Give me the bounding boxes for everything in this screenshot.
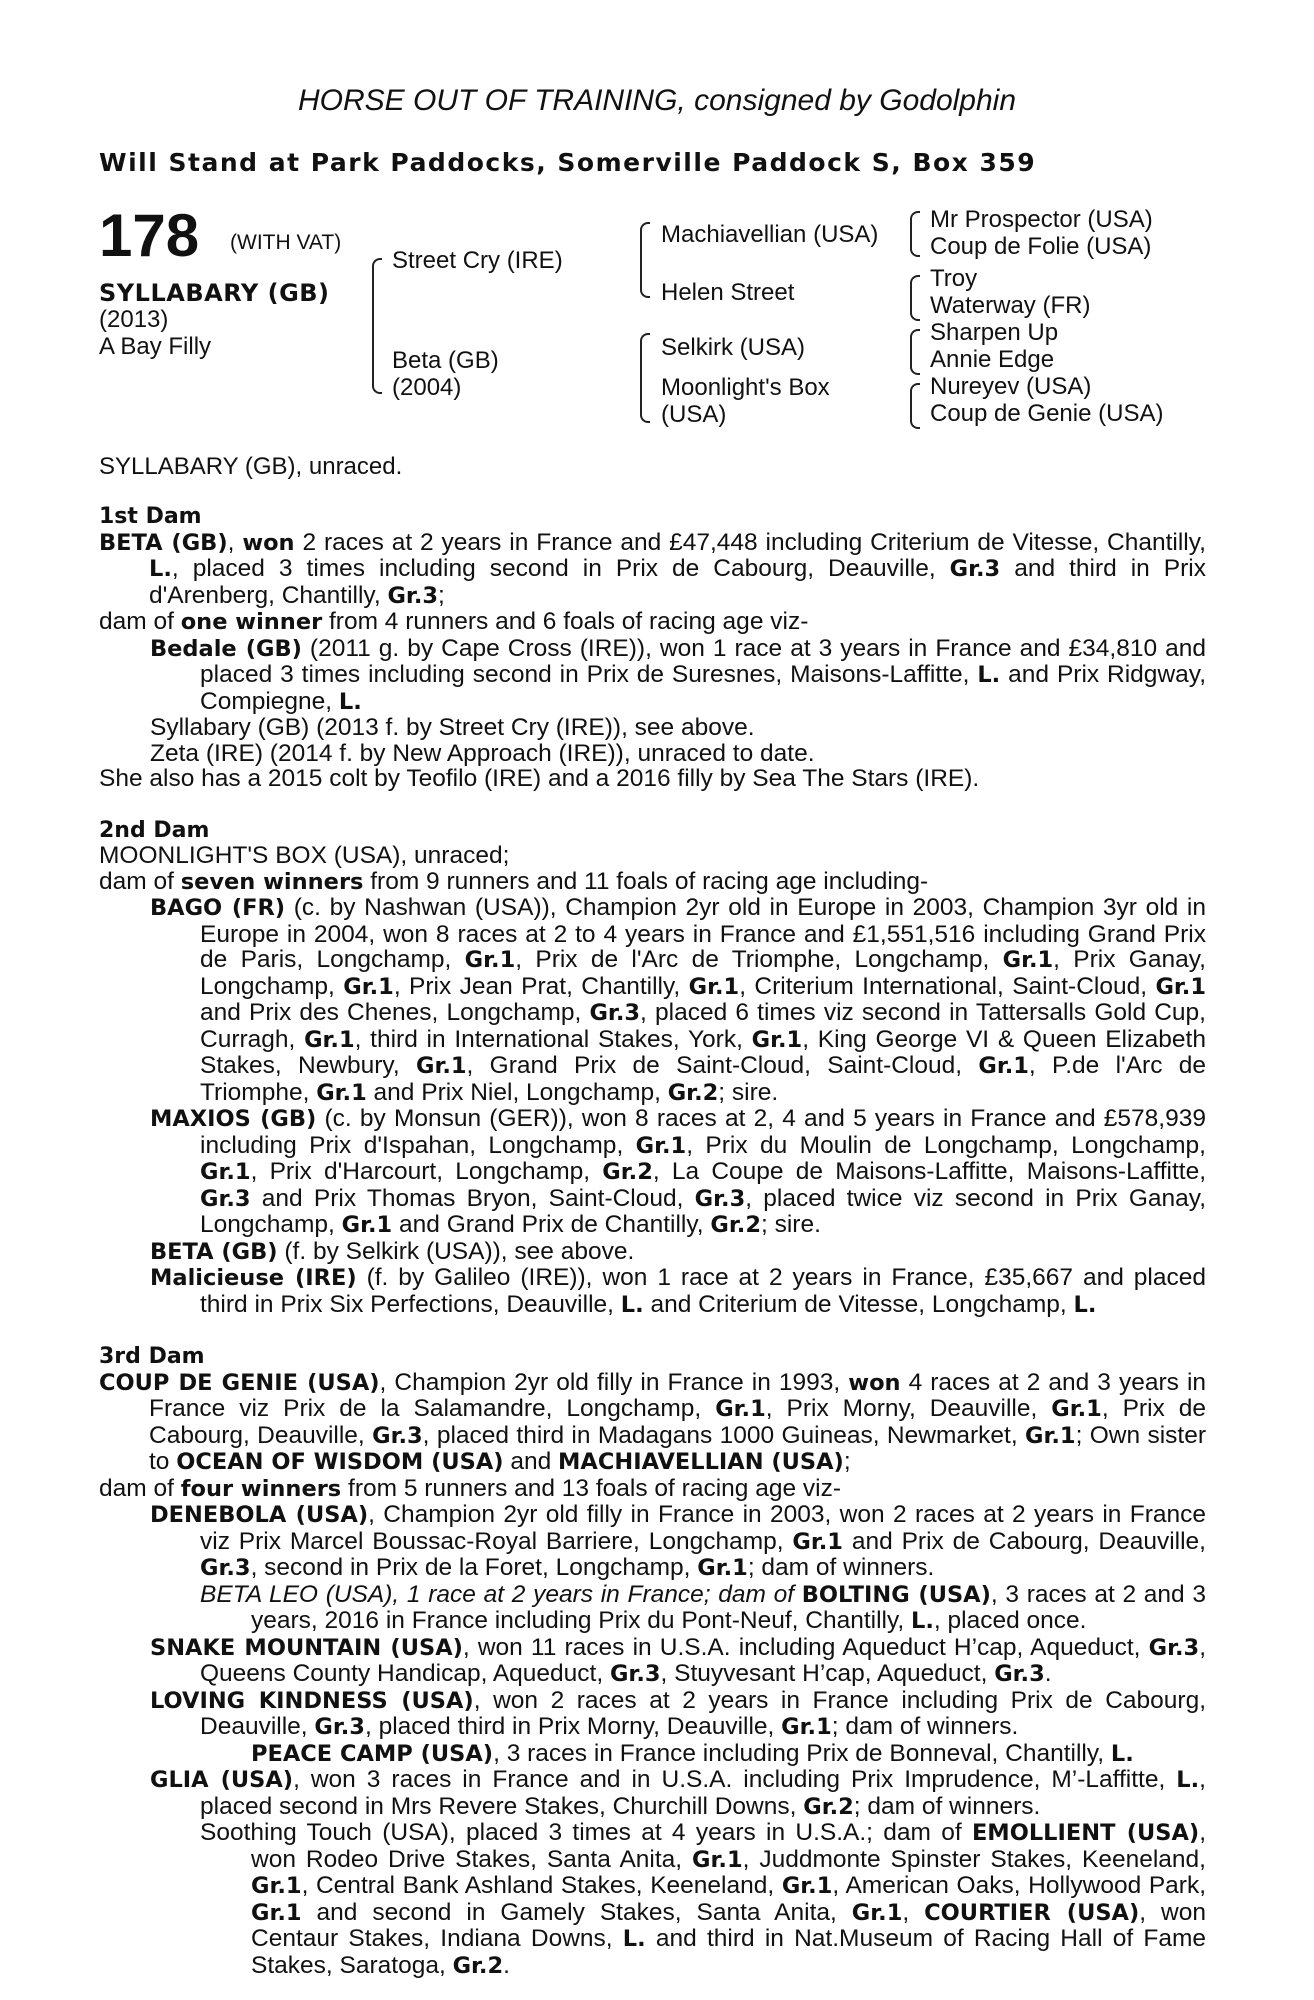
entry-text: , Grand Prix de Saint-Cloud, Saint-Cloud,	[466, 1052, 979, 1079]
entry-text: and Grand Prix de Chantilly,	[392, 1211, 711, 1238]
race-grade: Gr.1	[1155, 973, 1206, 1000]
dam: Beta (GB)	[392, 347, 499, 374]
race-grade: Gr.1	[341, 1212, 393, 1238]
entry-text: dam of	[99, 1474, 181, 1502]
entry-text: 2 races at 2 years in France and £47,448 including Criterium de Vitesse, Chantilly,	[294, 528, 1206, 556]
family-section	[99, 504, 1206, 1979]
entry-text: ; sire.	[760, 1211, 821, 1238]
race-grade: Gr.1	[688, 973, 740, 1000]
entry-text: , P.de l'Arc de Triomphe,	[200, 1052, 1207, 1106]
race-grade: Gr.3	[200, 1555, 251, 1581]
race-grade: Gr.1	[781, 1714, 832, 1740]
second-dam-name: MOONLIGHT'S BOX (USA), unraced;	[99, 842, 510, 869]
entry-text: dam of	[99, 608, 181, 635]
entry-text: .	[1044, 1660, 1052, 1687]
entry-text: , third in International Stakes, York,	[354, 1025, 752, 1053]
entry-text: , Prix du Moulin de Longchamp, Longchamp,	[686, 1131, 1206, 1159]
dam-year: (2004)	[392, 374, 462, 401]
entry-text: ;	[843, 1448, 851, 1475]
winners-count: one winner	[180, 609, 323, 635]
entry-text: , 3 races at 2 and 3 years, 2016 in France including Prix du Pont-Neuf, Chantilly,	[251, 1580, 1207, 1634]
entry-text: and Prix Ridgway, Compiegne,	[200, 661, 1206, 715]
race-grade: Gr.1	[792, 1528, 843, 1555]
dam-of-line	[99, 609, 1206, 636]
entry-text: .	[503, 1951, 510, 1979]
produce-name: BETA (GB)	[150, 1238, 278, 1265]
race-grade: Gr.1	[415, 1053, 467, 1079]
race-grade: Gr.3	[1148, 1634, 1200, 1661]
grand-produce-entry	[99, 1582, 1206, 1635]
entry-text: , Criterium International, Saint-Cloud,	[739, 972, 1156, 1000]
produce-entry: Zeta (IRE) (2014 f. by New Approach (IRE)), unraced to date.	[150, 739, 815, 767]
dam-sire: Selkirk (USA)	[661, 334, 806, 361]
entry-text: , American Oaks, Hollywood Park,	[832, 1872, 1207, 1899]
entry-text: from 4 runners and 6 foals of racing age viz-	[322, 608, 809, 635]
produce-entry	[99, 895, 1206, 1106]
race-grade: Gr.3	[994, 1661, 1045, 1687]
race-grade: Gr.1	[697, 1555, 748, 1581]
produce-name: GLIA (USA)	[150, 1767, 294, 1793]
dam-sire-dam: Annie Edge	[930, 346, 1055, 373]
race-grade: Gr.1	[316, 1079, 367, 1106]
produce-entry	[99, 1767, 1206, 1820]
entry-text: ,	[902, 1898, 925, 1926]
produce-name: BAGO (FR)	[150, 895, 286, 921]
produce-entry	[99, 1502, 1206, 1582]
race-record: SYLLABARY (GB), unraced.	[99, 453, 403, 480]
won-label: won	[242, 529, 295, 556]
entry-text: , Stuyvesant H’cap, Aqueduct,	[660, 1660, 995, 1687]
entry-text: (2011 g. by Cape Cross (IRE)), won 1 race at 3 years in France and £34,810 and placed 3 times including second in Prix de Suresnes, Maisons-Laffitte,	[200, 634, 1206, 688]
dam-name: COUP DE GENIE (USA)	[99, 1369, 380, 1396]
horse-name: SYLLABARY (GB)	[99, 279, 330, 307]
pedigree-brace	[910, 275, 920, 321]
sire-sire-sire: Mr Prospector (USA)	[930, 206, 1153, 233]
race-grade: Gr.1	[751, 1026, 803, 1053]
race-grade: Gr.1	[978, 1053, 1029, 1079]
first-dam-heading: 1st Dam	[99, 504, 202, 529]
vat-note: (WITH VAT)	[230, 231, 342, 254]
relative-name: OCEAN OF WISDOM (USA)	[176, 1449, 504, 1475]
entry-text: , Prix Ganay, Longchamp,	[200, 946, 1206, 1000]
entry-text: , Central Bank Ashland Stakes, Keeneland,	[301, 1872, 782, 1899]
dam-sire-sire: Sharpen Up	[930, 319, 1059, 346]
entry-text: and Criterium de Vitesse, Longchamp,	[643, 1290, 1074, 1318]
stand-location: Will Stand at Park Paddocks, Somerville Paddock S, Box 359	[99, 148, 1037, 177]
entry-text: , won Centaur Stakes, Indiana Downs,	[251, 1898, 1206, 1952]
produce-name: LOVING KINDNESS (USA)	[150, 1687, 474, 1714]
entry-text: , placed 6 times viz second in Tattersalls Gold Cup, Curragh,	[200, 999, 1206, 1053]
lot-number: 178	[99, 202, 200, 269]
race-grade: Gr.1	[1051, 1396, 1102, 1422]
race-grade: Gr.1	[692, 1846, 743, 1873]
produce-entry	[99, 1635, 1206, 1688]
produce-entry	[99, 636, 1206, 716]
pedigree-brace	[640, 333, 650, 423]
entry-text: , second in Prix de la Foret, Longchamp,	[250, 1554, 698, 1581]
foaling-year: (2013)	[99, 306, 169, 333]
entry-text: ; sire.	[718, 1078, 779, 1106]
entry-text: , placed second in Mrs Revere Stakes, Churchill Downs,	[200, 1766, 1206, 1820]
entry-text: , Prix Morny, Deauville,	[765, 1395, 1052, 1422]
entry-text: , La Coupe de Maisons-Laffitte, Maisons-Laffitte,	[652, 1158, 1206, 1185]
dam-of-line	[99, 869, 1206, 896]
race-grade: Gr.3	[949, 556, 1001, 582]
sire-dam: Helen Street	[661, 279, 795, 306]
entry-text: , placed 3 times including second in Prix de Cabourg, Deauville,	[171, 555, 950, 582]
entry-text: ; dam of winners.	[853, 1792, 1041, 1820]
entry-text: , placed third in Prix Morny, Deauville,	[364, 1713, 782, 1740]
dam-dam-dam: Coup de Genie (USA)	[930, 400, 1164, 427]
race-grade: Gr.1	[1025, 1422, 1076, 1449]
entry-text: , won Rodeo Drive Stakes, Santa Anita,	[251, 1819, 1206, 1873]
entry-text: , Juddmonte Spinster Stakes, Keeneland,	[742, 1845, 1206, 1873]
entry-text: (f. by Galileo (IRE)), won 1 race at 2 years in France, £35,667 and placed third in Prix Six Perfections, Deauville,	[200, 1264, 1206, 1318]
dam-dam-origin: (USA)	[661, 401, 727, 428]
race-grade: Gr.3	[589, 1000, 641, 1026]
dam-dam-sire: Nureyev (USA)	[930, 373, 1092, 400]
pedigree-brace	[910, 329, 920, 375]
entry-text: and Prix des Chenes, Longchamp,	[200, 999, 590, 1026]
entry-text: , placed once.	[933, 1607, 1087, 1634]
entry-text: and	[503, 1448, 559, 1475]
horse-description: A Bay Filly	[99, 333, 212, 360]
entry-text: from 9 runners and 11 foals of racing age including-	[363, 867, 929, 895]
race-grade: L.	[911, 1608, 934, 1634]
pedigree-brace	[910, 211, 920, 257]
pedigree-brace	[910, 383, 920, 429]
race-grade: Gr.2	[602, 1159, 653, 1185]
race-grade: L.	[1073, 1291, 1097, 1318]
grand-produce-entry	[99, 1741, 1206, 1768]
entry-text: and third in Nat.Museum of Racing Hall of Fame Stakes, Saratoga,	[251, 1925, 1206, 1979]
third-dam-entry	[99, 1370, 1206, 1476]
race-grade: Gr.1	[304, 1026, 355, 1053]
entry-text: 4 races at 2 and 3 years in France viz Prix de la Salamandre, Longchamp,	[149, 1368, 1207, 1422]
second-dam-heading: 2nd Dam	[99, 817, 210, 843]
entry-text: dam of	[99, 867, 181, 895]
race-grade: L.	[977, 662, 1001, 688]
produce-entry: Syllabary (GB) (2013 f. by Street Cry (IRE)), see above.	[150, 714, 755, 741]
entry-text: (c. by Nashwan (USA)), Champion 2yr old in Europe in 2003, Champion 3yr old in Europe in 2004, won 8 races at 2 to 4 years in France and £1,551,516 including Grand Prix de Paris, Longchamp,	[200, 894, 1206, 973]
race-grade: Gr.3	[387, 582, 439, 609]
additional-produce: She also has a 2015 colt by Teofilo (IRE) and a 2016 filly by Sea The Stars (IRE).	[99, 765, 980, 792]
entry-text: and third in Prix d'Arenberg, Chantilly,	[149, 555, 1206, 609]
dam-dam: Moonlight's Box	[661, 374, 830, 401]
race-grade: Gr.3	[314, 1714, 365, 1740]
produce-name: BETA LEO (USA)	[200, 1580, 393, 1608]
entry-text: and Prix de Cabourg, Deauville,	[842, 1527, 1206, 1555]
grand-produce-entry	[99, 1820, 1206, 1979]
entry-text: , placed twice viz second in Prix Ganay, Longchamp,	[200, 1184, 1206, 1238]
race-grade: Gr.3	[609, 1661, 661, 1687]
entry-text: Soothing Touch (USA), placed 3 times at 4 years in U.S.A.; dam of	[200, 1819, 972, 1846]
race-grade: Gr.2	[710, 1212, 761, 1238]
entry-text: , Prix Jean Prat, Chantilly,	[393, 972, 689, 1000]
pedigree-brace	[372, 258, 382, 394]
race-grade: Gr.1	[343, 973, 394, 1000]
race-grade: L.	[1176, 1767, 1200, 1793]
race-grade: Gr.2	[452, 1952, 504, 1979]
entry-text: , 3 races in France including Prix de Bonneval, Chantilly,	[493, 1739, 1111, 1767]
relative-name: COURTIER (USA)	[924, 1899, 1140, 1926]
entry-text: , King George VI & Queen Elizabeth Stakes, Newbury,	[200, 1025, 1206, 1079]
entry-text: , Prix de l'Arc de Triomphe, Longchamp,	[515, 946, 1003, 973]
entry-text: (f. by Selkirk (USA)), see above.	[277, 1237, 635, 1265]
relative-name: EMOLLIENT (USA)	[971, 1820, 1200, 1846]
sire-dam-sire: Troy	[930, 265, 978, 292]
entry-text: ; dam of winners.	[747, 1554, 935, 1581]
entry-text: , Queens County Handicap, Aqueduct,	[200, 1633, 1206, 1687]
produce-name: DENEBOLA (USA)	[150, 1502, 369, 1528]
produce-name: SNAKE MOUNTAIN (USA)	[150, 1634, 463, 1661]
race-grade: Gr.3	[200, 1185, 251, 1212]
race-grade: Gr.1	[781, 1873, 833, 1899]
produce-name: Malicieuse (IRE)	[150, 1265, 357, 1291]
race-grade: Gr.1	[251, 1873, 302, 1899]
produce-entry	[99, 1106, 1206, 1239]
race-grade: Gr.3	[372, 1422, 423, 1449]
entry-text: ; dam of winners.	[831, 1713, 1019, 1740]
won-label: won	[848, 1369, 901, 1396]
entry-text: (c. by Monsun (GER)), won 8 races at 2, 4 and 5 years in France and £578,939 including Prix d'Ispahan, Longchamp,	[200, 1105, 1206, 1159]
produce-entry	[99, 1239, 1206, 1266]
produce-name: PEACE CAMP (USA)	[251, 1740, 494, 1767]
race-grade: Gr.3	[694, 1185, 746, 1212]
race-grade: Gr.1	[851, 1899, 903, 1926]
produce-name: MAXIOS (GB)	[150, 1106, 317, 1132]
produce-entry	[99, 1265, 1206, 1318]
entry-text: , Prix d'Harcourt, Longchamp,	[250, 1158, 603, 1185]
race-grade: Gr.2	[667, 1079, 719, 1106]
race-grade: Gr.2	[803, 1793, 854, 1820]
entry-text: , Champion 2yr old filly in France in 2003, won 2 races at 2 years in France viz Prix Marcel Boussac-Royal Barriere, Longchamp,	[200, 1501, 1206, 1555]
sire-dam-dam: Waterway (FR)	[930, 292, 1091, 319]
race-grade: Gr.1	[200, 1159, 251, 1185]
race-grade: L.	[149, 556, 172, 582]
entry-text: , Prix de Cabourg, Deauville,	[149, 1395, 1206, 1449]
entry-text: , placed third in Madagans 1000 Guineas, Newmarket,	[422, 1421, 1025, 1449]
race-grade: Gr.1	[464, 947, 516, 973]
entry-text: , won 2 races at 2 years in France including Prix de Cabourg, Deauville,	[200, 1686, 1206, 1740]
entry-text: , 1 race at 2 years in France; dam of	[392, 1580, 802, 1608]
dam-of-line	[99, 1476, 1206, 1503]
entry-text: ; Own sister to	[149, 1421, 1207, 1475]
entry-text: and second in Gamely Stakes, Santa Anita,	[301, 1898, 852, 1926]
race-grade: L.	[1110, 1740, 1134, 1767]
winners-count: four winners	[180, 1475, 342, 1502]
entry-text: and Prix Niel, Longchamp,	[366, 1078, 668, 1106]
race-grade: Gr.1	[715, 1396, 766, 1422]
third-dam-heading: 3rd Dam	[99, 1344, 205, 1369]
race-grade: L.	[338, 688, 362, 715]
relative-name: BOLTING (USA)	[801, 1581, 991, 1608]
entry-text: , won 3 races in France and in U.S.A. including Prix Imprudence, M’-Laffitte,	[293, 1766, 1177, 1793]
sire: Street Cry (IRE)	[392, 247, 563, 274]
race-grade: L.	[622, 1926, 646, 1952]
winners-count: seven winners	[180, 868, 364, 895]
race-grade: Gr.1	[1002, 947, 1054, 973]
relative-name: MACHIAVELLIAN (USA)	[558, 1449, 844, 1475]
race-grade: Gr.1	[635, 1132, 687, 1159]
pedigree-brace	[640, 222, 650, 298]
race-grade: L.	[620, 1291, 644, 1318]
dam-name: BETA (GB)	[99, 529, 228, 556]
race-grade: Gr.1	[251, 1899, 302, 1926]
sire-sire-dam: Coup de Folie (USA)	[930, 233, 1152, 260]
entry-text: ;	[438, 581, 445, 609]
entry-text: and Prix Thomas Bryon, Saint-Cloud,	[250, 1184, 695, 1212]
sire-sire: Machiavellian (USA)	[661, 221, 879, 248]
produce-name: Bedale (GB)	[150, 635, 302, 662]
entry-text: from 5 runners and 13 foals of racing age viz-	[341, 1474, 841, 1502]
produce-entry	[99, 1688, 1206, 1741]
consignor-header: HORSE OUT OF TRAINING, consigned by Godolphin	[297, 84, 1017, 117]
first-dam-entry: BETA (GB), won 2 races at 2 years in France and £47,448 including Criterium de Vitesse, Chantilly, L., placed 3 times including second in Prix de Cabourg, Deauville, Gr.3 and third in Prix d'Arenberg, Chantilly, Gr.3;	[99, 528, 1206, 609]
entry-text: , Champion 2yr old filly in France in 1993,	[379, 1368, 849, 1396]
entry-text: , won 11 races in U.S.A. including Aqueduct H’cap, Aqueduct,	[462, 1633, 1149, 1661]
